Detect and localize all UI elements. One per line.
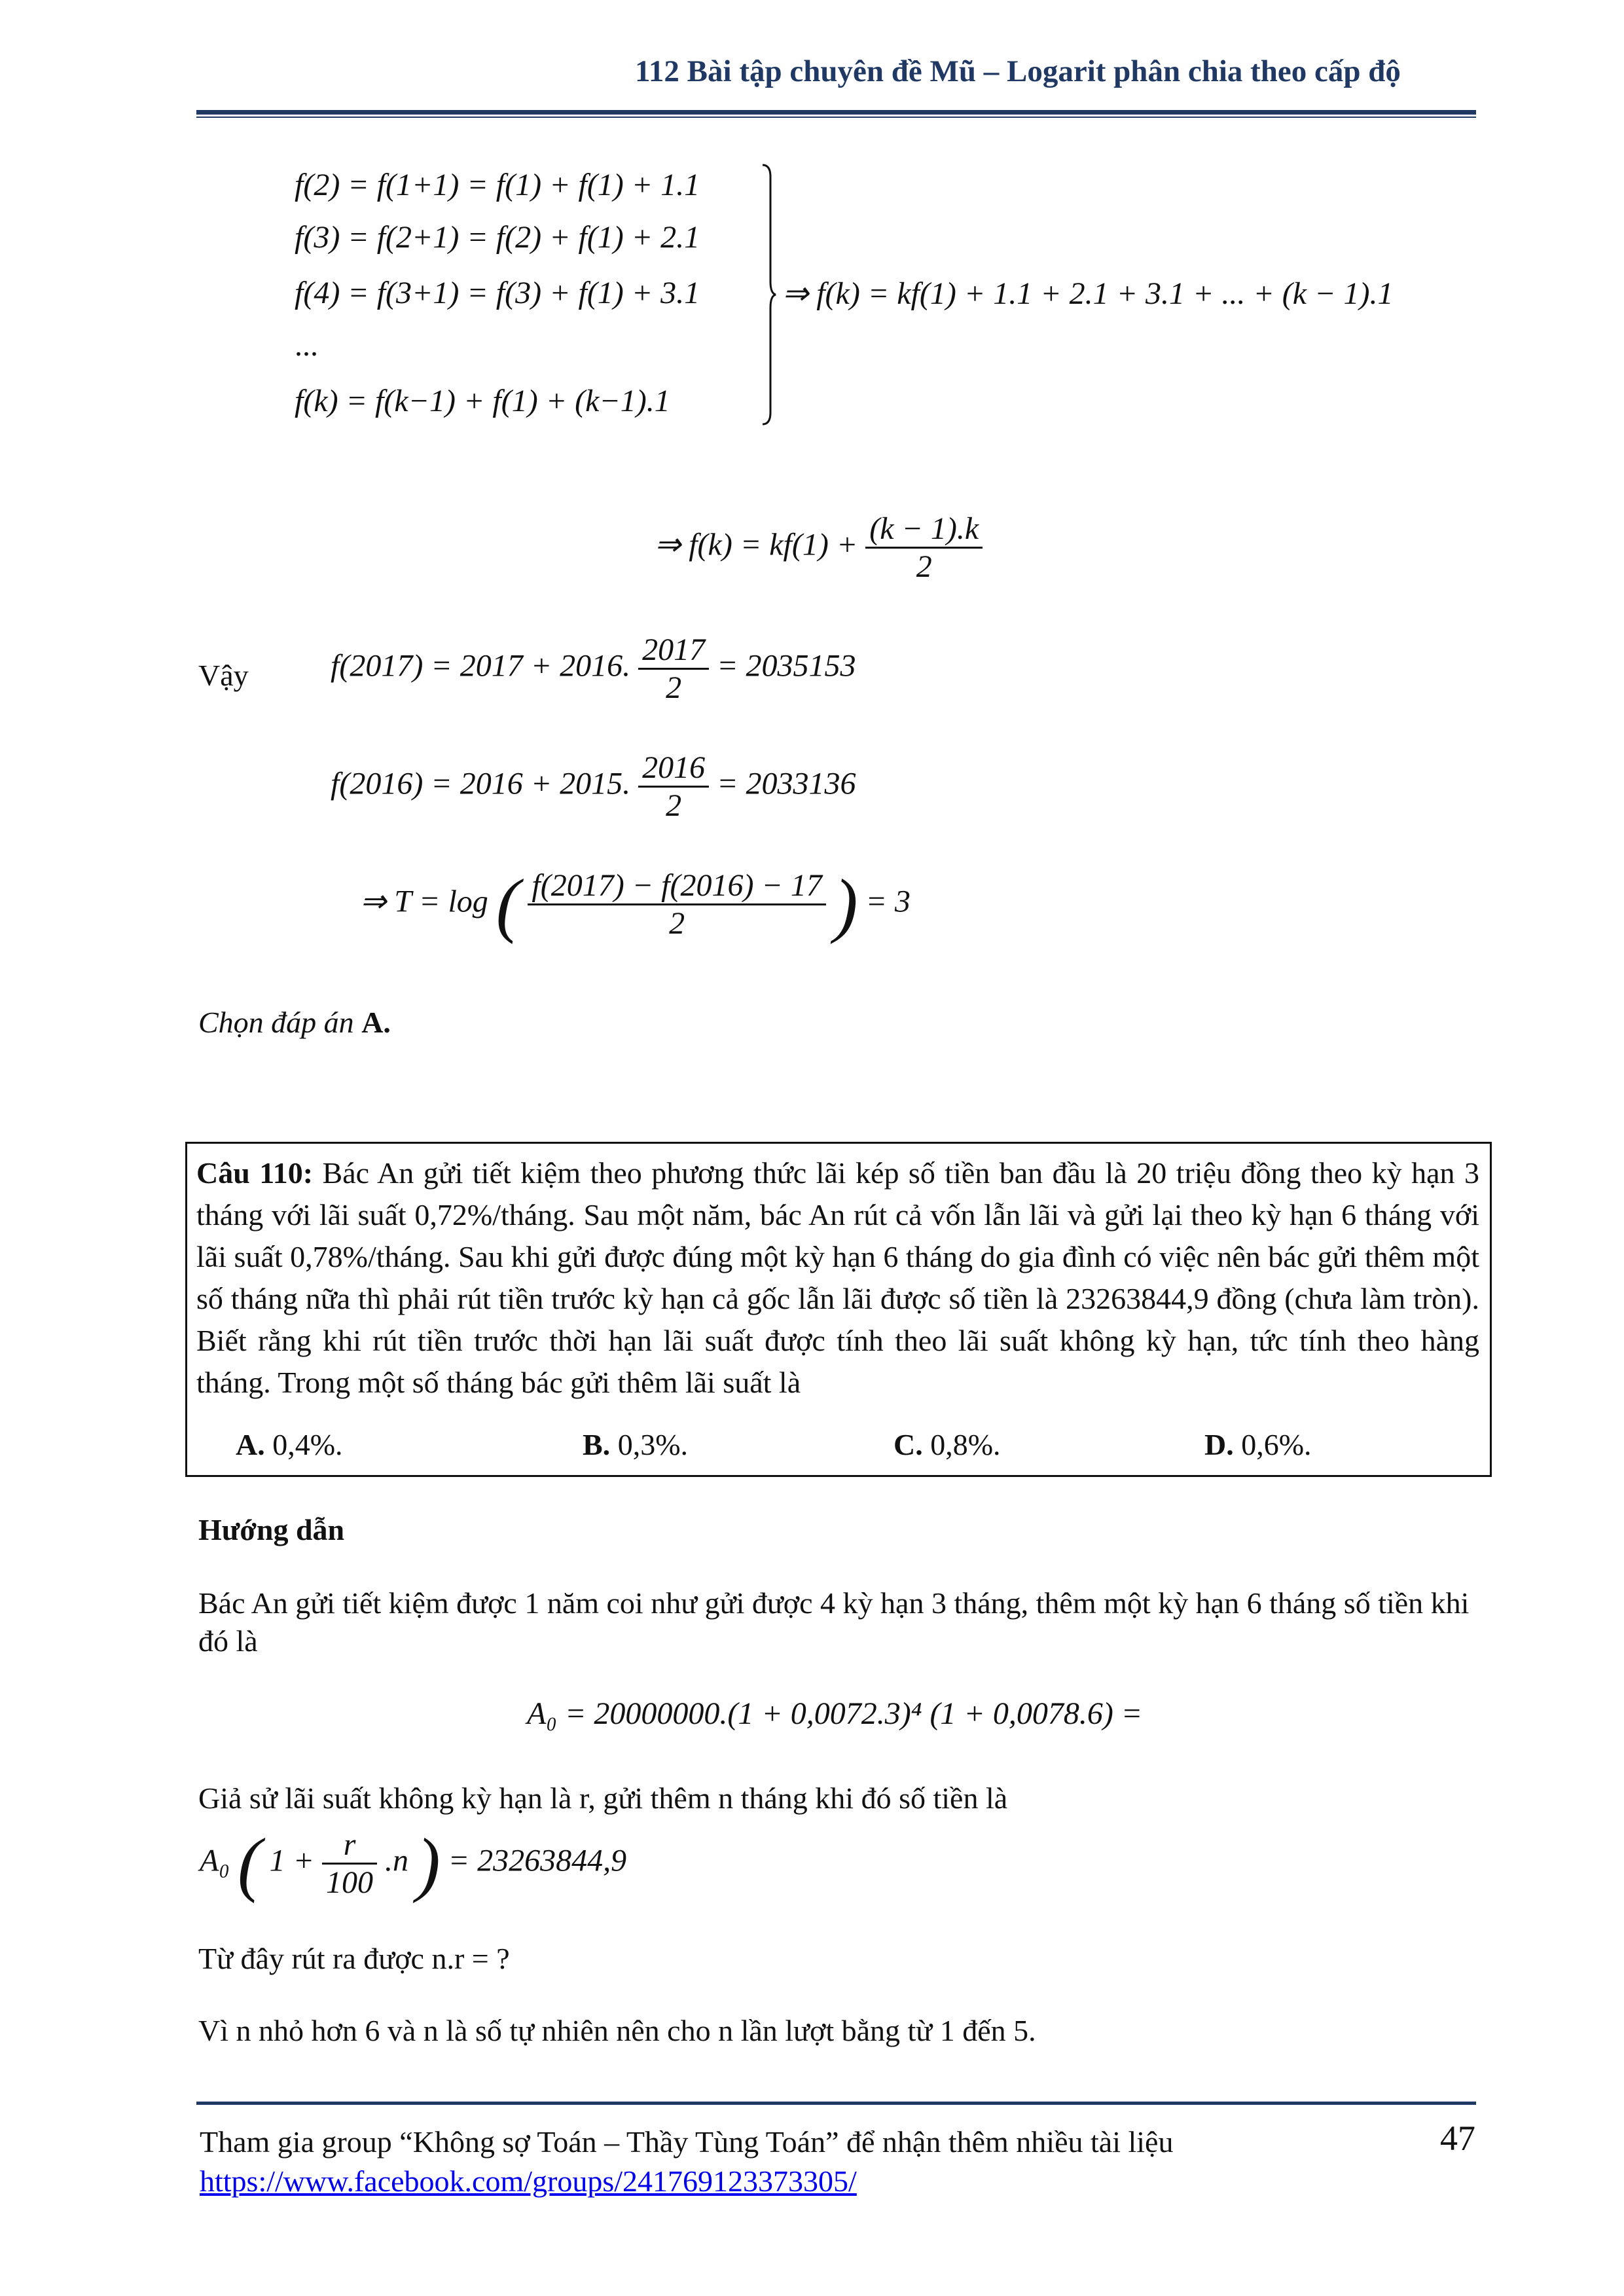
option-c-value: 0,8%. xyxy=(930,1428,1001,1461)
eq-a0 xyxy=(200,1823,627,1904)
t-equation xyxy=(360,864,911,945)
f2017-lhs: f(2017) = 2017 + 2016. xyxy=(331,648,631,683)
eq-inner-right: .n xyxy=(385,1843,409,1878)
t-open-paren: ( xyxy=(496,864,520,945)
solution-heading: Hướng dẫn xyxy=(198,1513,345,1546)
eq-close-paren: ) xyxy=(416,1823,441,1904)
formula-fk-den: 2 xyxy=(916,549,932,584)
footer-rule xyxy=(196,2102,1476,2105)
option-a-letter: A. xyxy=(236,1428,265,1461)
option-a[interactable] xyxy=(236,1427,343,1462)
f2016-equation xyxy=(331,750,856,824)
t-rhs: = 3 xyxy=(865,884,911,919)
header-rule xyxy=(196,110,1476,115)
question-text-block xyxy=(196,1152,1479,1404)
t-fraction xyxy=(528,867,825,941)
page-header-title: 112 Bài tập chuyên đề Mũ – Logarit phân chia theo cấp độ xyxy=(635,54,1401,88)
solution-p2: Giả sử lãi suất không kỳ hạn là r, gửi thêm n tháng khi đó số tiền là xyxy=(198,1781,1008,1815)
option-d-value: 0,6%. xyxy=(1241,1428,1312,1461)
f2017-den: 2 xyxy=(666,670,682,705)
f2017-rhs: = 2035153 xyxy=(717,648,856,683)
system-line-3: f(4) = f(3+1) = f(3) + f(1) + 3.1 xyxy=(295,276,700,310)
system-line-5: f(k) = f(k−1) + f(1) + (k−1).1 xyxy=(295,384,670,418)
option-c-letter: C. xyxy=(893,1428,923,1461)
t-close-paren: ) xyxy=(833,864,858,945)
vay-label: Vậy xyxy=(198,659,249,692)
formula-fk-lhs: ⇒ f(k) = kf(1) + xyxy=(655,527,858,562)
f2017-num: 2017 xyxy=(638,632,709,670)
t-num: f(2017) − f(2016) − 17 xyxy=(528,867,825,905)
question-label: Câu 110: xyxy=(196,1156,314,1190)
solution-p1: Bác An gửi tiết kiệm được 1 năm coi như gửi được 4 kỳ hạn 3 tháng, thêm một kỳ hạn 6 tháng số tiền khi đó là xyxy=(198,1586,1470,1658)
system-line-2: f(3) = f(2+1) = f(2) + f(1) + 2.1 xyxy=(295,220,700,255)
eq-den: 100 xyxy=(326,1865,374,1900)
eq-num: r xyxy=(322,1827,377,1865)
f2016-lhs: f(2016) = 2016 + 2015. xyxy=(331,766,631,801)
system-implies: ⇒ f(k) = kf(1) + 1.1 + 2.1 + 3.1 + ... + (k − 1).1 xyxy=(782,276,1394,311)
f2016-rhs: = 2033136 xyxy=(717,766,856,801)
a0-formula: A₀ = 20000000.(1 + 0,0072.3)⁴ (1 + 0,0078.6) = xyxy=(527,1696,1143,1731)
f2017-equation xyxy=(331,632,856,706)
choose-answer-letter: A. xyxy=(361,1006,391,1039)
f2016-fraction xyxy=(638,750,709,824)
option-b-value: 0,3%. xyxy=(617,1428,689,1461)
solution-p3: Từ đây rút ra được n.r = ? xyxy=(198,1942,510,1975)
option-b-letter: B. xyxy=(583,1428,611,1461)
choose-text: Chọn đáp án xyxy=(198,1006,354,1039)
option-b[interactable] xyxy=(583,1427,688,1462)
option-c[interactable] xyxy=(893,1427,1001,1462)
question-text: Bác An gửi tiết kiệm theo phương thức lãi kép số tiền ban đầu là 20 triệu đồng theo kỳ hạn 3 tháng với lãi suất 0,72%/tháng. Sau một năm, bác An rút cả vốn lẫn lãi và gửi lại theo kỳ hạn 6 tháng với lãi suất 0,78%/tháng. Sau khi gửi được đúng một kỳ hạn 6 tháng do gia đình có việc nên bác gửi thêm một số tháng nữa thì phải rút tiền trước kỳ hạn cả gốc lẫn lãi được số tiền là 23263844,9 đồng (chưa làm tròn). Biết rằng khi rút tiền trước thời hạn lãi suất được tính theo lãi suất không kỳ hạn, tức tính theo hàng tháng. Trong một số tháng bác gửi thêm lãi suất là xyxy=(196,1156,1479,1399)
option-d-letter: D. xyxy=(1204,1428,1234,1461)
footer-text: Tham gia group “Không sợ Toán – Thầy Tùng Toán” để nhận thêm nhiều tài liệu xyxy=(200,2125,1174,2159)
choose-answer xyxy=(198,1005,391,1040)
t-den: 2 xyxy=(669,906,685,941)
solution-p4: Vì n nhỏ hơn 6 và n là số tự nhiên nên cho n lần lượt bằng từ 1 đến 5. xyxy=(198,2014,1036,2047)
footer-link[interactable]: https://www.facebook.com/groups/241769123373305/ xyxy=(200,2164,857,2198)
option-a-value: 0,4%. xyxy=(272,1428,343,1461)
eq-open-paren: ( xyxy=(238,1823,262,1904)
f2016-num: 2016 xyxy=(638,750,709,788)
eq-inner-left: 1 + xyxy=(269,1843,315,1878)
eq-fraction xyxy=(322,1827,377,1901)
t-lhs: ⇒ T = log xyxy=(360,884,488,919)
eq-lhs: A₀ xyxy=(200,1843,230,1878)
f2017-fraction xyxy=(638,632,709,706)
f2016-den: 2 xyxy=(666,788,682,823)
eq-rhs: = 23263844,9 xyxy=(448,1843,627,1878)
option-d[interactable] xyxy=(1204,1427,1312,1462)
page-number: 47 xyxy=(1440,2119,1475,2158)
formula-fk-num: (k − 1).k xyxy=(865,511,983,549)
formula-fk xyxy=(655,511,983,585)
right-brace xyxy=(761,164,777,426)
formula-fk-fraction xyxy=(865,511,983,585)
system-dots: ... xyxy=(295,328,318,363)
system-line-1: f(2) = f(1+1) = f(1) + f(1) + 1.1 xyxy=(295,168,700,202)
header-rule-thin xyxy=(196,117,1476,118)
